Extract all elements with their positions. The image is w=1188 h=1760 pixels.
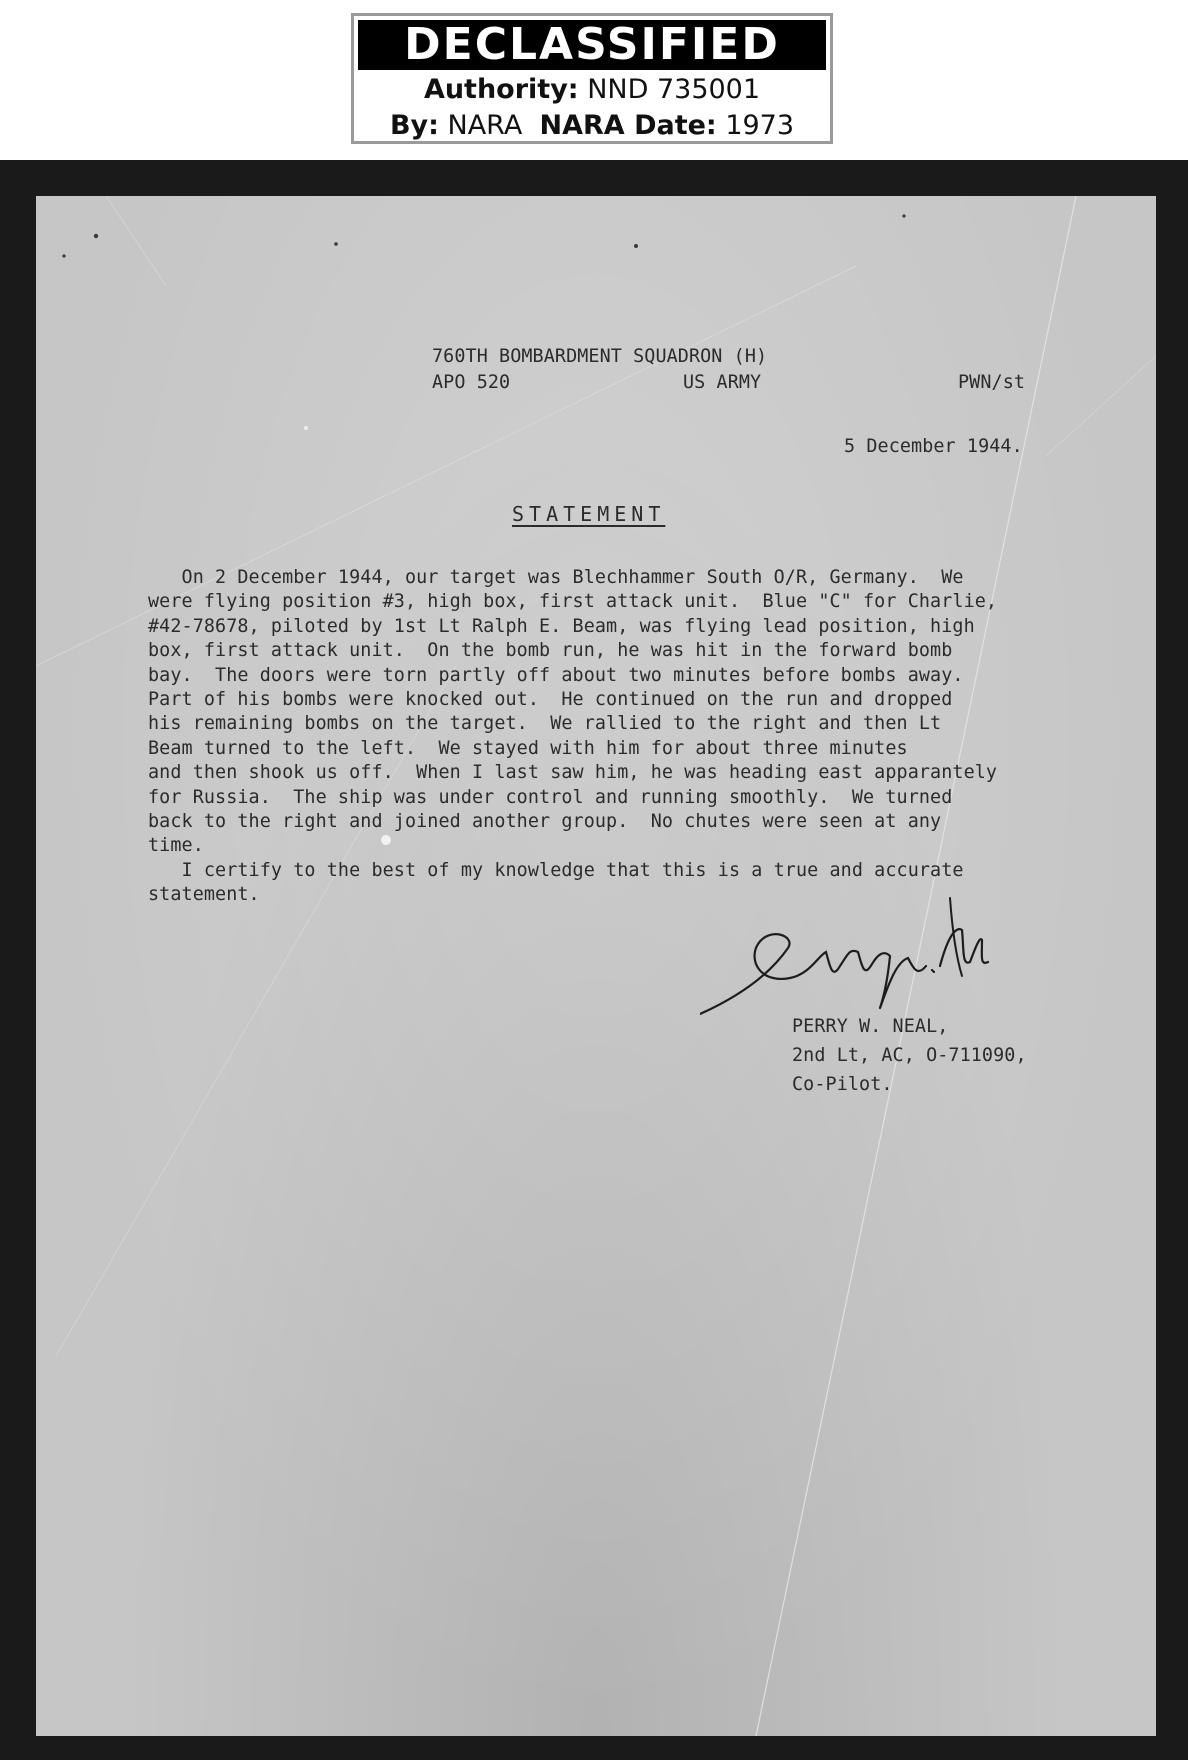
stamp-by-line: [354, 110, 830, 141]
signature-block: [792, 1012, 1027, 1099]
statement-body: On 2 December 1944, our target was Blechhammer South O/R, Germany. We were flying position #3, high box, first attack unit. Blue "C" for Charlie, #42-78678, piloted by 1st Lt Ralph E. Beam, was flying lead position, high box, first attack unit. On the bomb run, he was hit in the forward bomb bay. The doors were torn partly off about two minutes before bombs away. Part of his bombs were knocked out. He continued on the run and dropped his remaining bombs on the target. We rallied to the right and then Lt Beam turned to the left. We stayed with him for about three minutes and then shook us off. When I last saw him, he was heading east apparantely for Russia. The ship was under control and running smoothly. We turned back to the right and joined another group. No chutes were seen at any time. I certify to the best of my knowledge that this is a true and accurate statement.: [148, 567, 998, 906]
stamp-authority-label: Authority:: [423, 74, 579, 105]
letterhead-apo: APO 520: [432, 372, 511, 393]
stamp-by-value: NARA: [447, 110, 523, 141]
signatory-rank: 2nd Lt, AC, O-711090,: [792, 1045, 1027, 1066]
stamp-date-label: NARA Date:: [539, 110, 717, 141]
document-page: [36, 196, 1156, 1736]
handwritten-signature: [700, 896, 990, 1026]
signatory-name: PERRY W. NEAL,: [792, 1016, 949, 1037]
stamp-authority-line: [354, 74, 830, 105]
stamp-date-value: 1973: [725, 110, 795, 141]
stamp-by-label: By:: [389, 110, 439, 141]
declassified-stamp: [351, 13, 833, 144]
signatory-role: Co-Pilot.: [792, 1074, 893, 1095]
stamp-title: DECLASSIFIED: [358, 20, 826, 70]
stamp-authority-value: NND 735001: [587, 74, 761, 105]
letterhead-reference: PWN/st: [958, 372, 1026, 393]
document-date: 5 December 1944.: [844, 436, 1023, 457]
document-title: STATEMENT: [512, 502, 666, 526]
letterhead-unit: 760TH BOMBARDMENT SQUADRON (H): [432, 346, 768, 367]
scan-film-frame: [0, 160, 1188, 1760]
letterhead-army: US ARMY: [683, 372, 762, 393]
